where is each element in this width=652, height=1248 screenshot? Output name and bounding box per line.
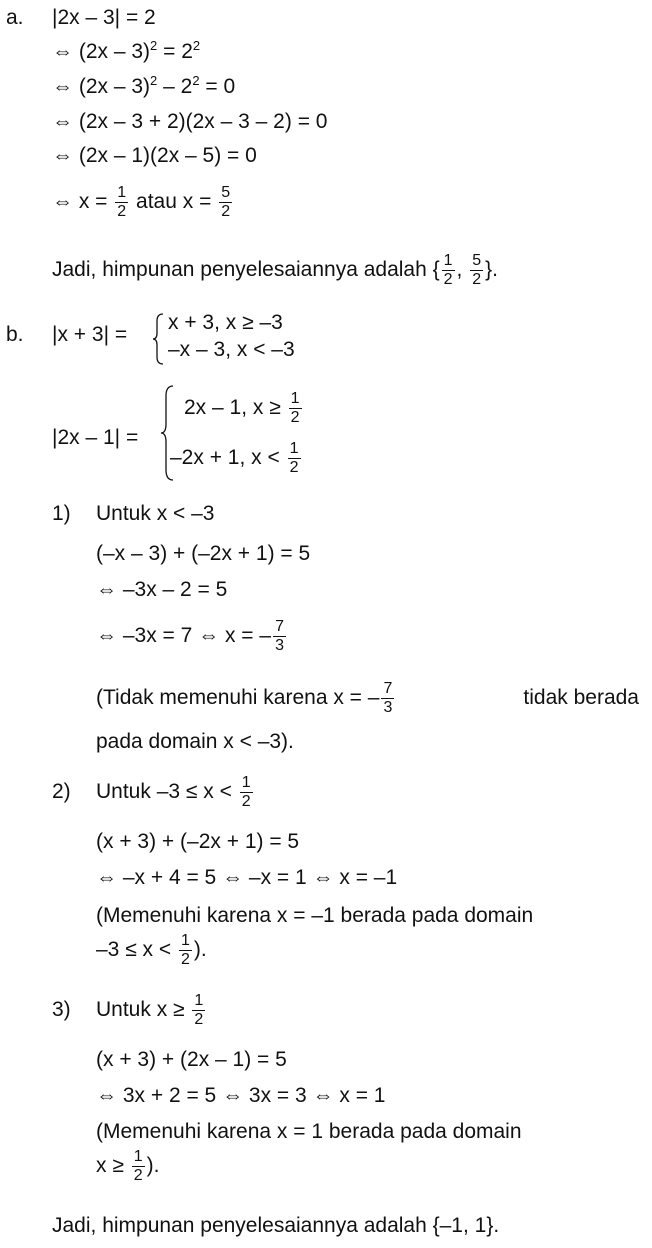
abs1-case-2: –x – 3, x < –3 [168,338,295,361]
part-a-solution: ⇔ x = $\frac{1}{2}$ atau x = $\frac{5}{2}$ [52,183,231,220]
abs2-case-1: 2x – 1, x ≥ $\frac{1}{2}$ [184,389,300,426]
case-2-note-2: –3 ≤ x < $\frac{1}{2}$ ). [96,931,207,968]
part-a-line-3: ⇔ $(2x - 3)^2 - 2^2 = 0$ [52,73,236,98]
case-3-line-1: (x + 3) + (2x – 1) = 5 [96,1048,287,1071]
case-2-line-2: ⇔ –x + 4 = 5 ⇔ –x = 1 ⇔ x = –1 [96,866,398,889]
part-a-label: a. [6,6,24,29]
case-3-line-2: ⇔ 3x + 2 = 5 ⇔ 3x = 3 ⇔ x = 1 [96,1084,386,1107]
case-3-title: Untuk x ≥ $\frac{1}{2}$ [96,991,204,1028]
part-b-conclusion: Jadi, himpunan penyelesaiannya adalah {–1, 1}. [52,1214,500,1237]
case-3-number: 3) [52,998,71,1021]
case-2-line-1: (x + 3) + (–2x + 1) = 5 [96,830,300,853]
abs1-case-1: x + 3, x ≥ –3 [168,311,283,334]
case-2-note-1: (Memenuhi karena x = –1 berada pada domain [96,904,534,927]
part-a-line-5: ⇔ (2x – 1)(2x – 5) = 0 [52,144,257,167]
part-b-label: b. [6,323,24,346]
case-1-note-1: (Tidak memenuhi karena x = – $\frac{7}{3}$ tidak berada [96,679,639,716]
part-a-conclusion: Jadi, himpunan penyelesaiannya adalah { $\frac{1}{2}$ , $\frac{5}{2}$ }. [52,251,498,288]
fraction-five-half: $\frac{5}{2}$ [221,183,231,220]
case-2-number: 2) [52,780,71,803]
case-1-line-3: ⇔ –3x = 7 ⇔ x = – $\frac{7}{3}$ [96,617,284,654]
case-3-note-1: (Memenuhi karena x = 1 berada pada domain [96,1120,522,1143]
case-1-note-2: pada domain x < –3). [96,730,294,753]
abs2-case-2: –2x + 1, x < $\frac{1}{2}$ [170,439,299,476]
fraction-one-half: $\frac{1}{2}$ [117,183,127,220]
abs1-lhs: |x + 3| = [52,323,128,346]
case-2-title: Untuk –3 ≤ x < $\frac{1}{2}$ [96,773,251,810]
abs1-brace-icon [152,312,166,366]
case-1-line-1: (–x – 3) + (–2x + 1) = 5 [96,542,311,565]
abs2-lhs: |2x – 1| = [52,426,139,449]
case-3-note-2: x ≥ $\frac{1}{2}$ ). [96,1147,160,1184]
part-a-line-4: ⇔ (2x – 3 + 2)(2x – 3 – 2) = 0 [52,110,328,133]
case-1-number: 1) [52,502,71,525]
part-a-line-2: ⇔ $(2x - 3)^2 = 2^2$ [52,38,201,63]
case-1-line-2: ⇔ –3x – 2 = 5 [96,578,228,601]
case-1-title: Untuk x < –3 [96,502,215,525]
part-a-line-1: |2x – 3| = 2 [52,6,156,29]
